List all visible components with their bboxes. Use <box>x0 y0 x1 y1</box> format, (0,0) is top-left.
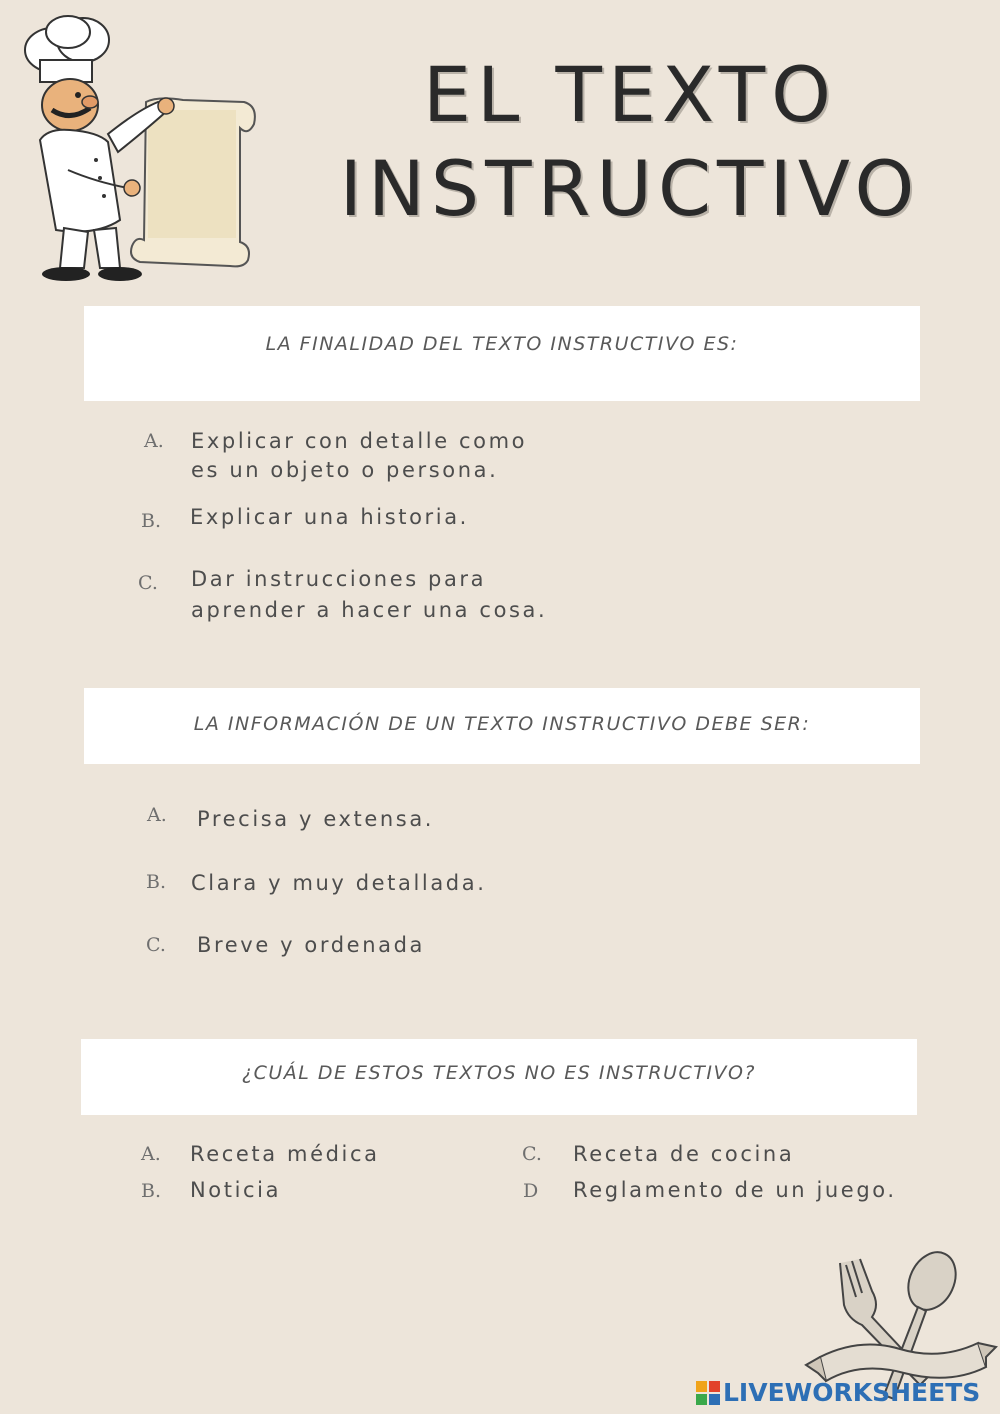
question-1-prompt: LA FINALIDAD DEL TEXTO INSTRUCTIVO ES: <box>265 333 739 355</box>
option-line: Receta médica <box>190 1142 380 1166</box>
q2-option-a-text[interactable] <box>197 805 434 834</box>
question-1-box <box>84 306 920 401</box>
q2-option-b-text[interactable] <box>191 869 486 898</box>
q1-option-a-letter: A. <box>144 430 164 452</box>
footer-brand <box>696 1378 980 1407</box>
chef-illustration-icon <box>8 10 258 282</box>
q3-option-c-text[interactable] <box>573 1140 794 1169</box>
option-line: Reglamento de un juego. <box>573 1178 897 1202</box>
q1-option-b-text[interactable] <box>190 503 469 532</box>
brand-name: LIVEWORKSHEETS <box>723 1378 981 1407</box>
question-2-prompt: LA INFORMACIÓN DE UN TEXTO INSTRUCTIVO DEBE SER: <box>193 713 811 735</box>
page-title <box>300 48 960 236</box>
q2-option-c-text[interactable] <box>197 931 425 960</box>
title-line-2: INSTRUCTIVO <box>339 144 921 233</box>
q3-option-d-letter: D <box>523 1180 539 1202</box>
q3-option-c-letter: C. <box>522 1143 542 1165</box>
q1-option-c-letter: C. <box>138 572 158 594</box>
q2-option-a-letter: A. <box>147 804 167 826</box>
q2-option-b-letter: B. <box>146 871 167 893</box>
q3-option-b-letter: B. <box>141 1180 162 1202</box>
q2-option-c-letter: C. <box>146 934 166 956</box>
option-line: aprender a hacer una cosa. <box>191 598 548 622</box>
q3-option-d-text[interactable] <box>573 1176 897 1205</box>
q1-option-c-text[interactable] <box>191 564 547 626</box>
option-line: Precisa y extensa. <box>197 807 435 831</box>
question-3-prompt: ¿CUÁL DE ESTOS TEXTOS NO ES INSTRUCTIVO? <box>242 1062 756 1084</box>
question-3-box <box>81 1039 917 1115</box>
option-line: Clara y muy detallada. <box>191 871 487 895</box>
option-line: es un objeto o persona. <box>191 458 499 482</box>
liveworksheets-logo-icon <box>696 1381 720 1405</box>
q3-option-b-text[interactable] <box>190 1176 281 1205</box>
q1-option-a-text[interactable] <box>191 427 527 485</box>
q3-option-a-letter: A. <box>141 1143 161 1165</box>
option-line: Explicar con detalle como <box>191 429 528 453</box>
q3-option-a-text[interactable] <box>190 1140 380 1169</box>
option-line: Receta de cocina <box>573 1142 795 1166</box>
q1-option-b-letter: B. <box>141 510 162 532</box>
title-line-1: EL TEXTO <box>423 50 837 139</box>
option-line: Noticia <box>190 1178 282 1202</box>
question-2-box <box>84 688 920 764</box>
option-line: Breve y ordenada <box>197 933 425 957</box>
option-line: Dar instrucciones para <box>191 567 487 591</box>
option-line: Explicar una historia. <box>190 505 469 529</box>
